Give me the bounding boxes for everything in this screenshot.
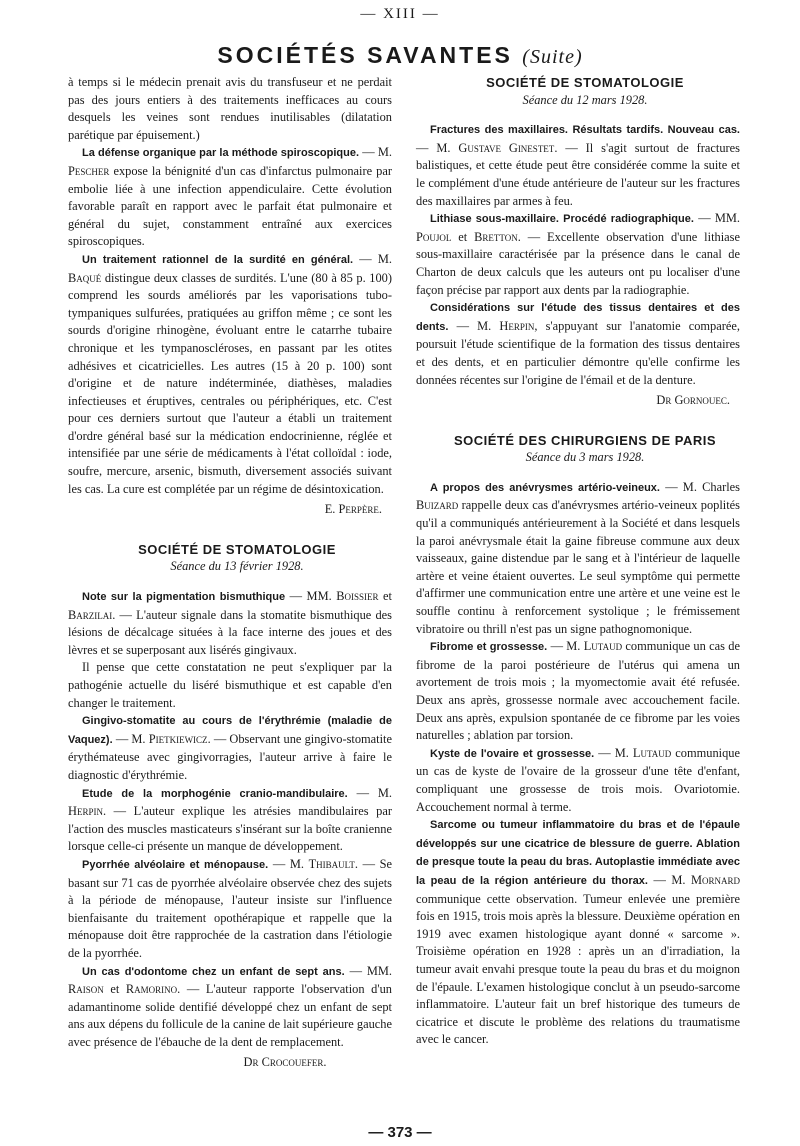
author-name: Lutaud xyxy=(583,639,623,654)
text-fragment: . — Se basant sur 71 cas de pyorrhée alvéolaire observée chez des sujets à la période de ménopause, l'auteur insiste sur l'influence bienfaisante du traitement opothérapique et rappelle que la ménopause doit être rapprochée de la castration dans l'étiologie de la pyorrhée. xyxy=(68,856,392,960)
running-title-text: SOCIÉTÉS SAVANTES xyxy=(217,42,513,68)
author-name: Mornard xyxy=(690,872,740,887)
article-heading: Sarcome ou tumeur inflammatoire du bras et de l'épaule développés sur une cicatrice de blessure de guerre. Ablation de presque toute la peau du bras. Autoplastie immédiate avec la peau de la région antérieure du thorax. xyxy=(416,819,740,887)
text-fragment: et xyxy=(110,982,120,997)
article-heading: Lithiase sous-maxillaire. Procédé radiographique. xyxy=(430,213,694,226)
paragraph: à temps si le médecin prenait avis du transfuseur et ne perdait pas des jours entiers à des traitements inefficaces au cours desquels les veines sont rendues inutilisables (dilatation parétique par épuisement.) xyxy=(68,75,392,142)
article-heading: La défense organique par la méthode spiroscopique. xyxy=(82,147,360,160)
author-name: Barzilai xyxy=(68,607,113,622)
paragraph xyxy=(68,963,392,1052)
author-name: Baqué xyxy=(68,270,102,285)
signature: Dr Gornouec. xyxy=(656,393,730,408)
session-date: Séance du 12 mars 1928. xyxy=(522,92,648,107)
text-fragment: — MM. xyxy=(349,963,392,978)
text-fragment: communique cette observation. Tumeur enlevée une première fois en 1915, trois mois après la blessure. Deuxième opération en 1919 avec examen histologique ayant donné « sarcome ». Troisième opération en 1928 : après un an d'irradiation, la tumeur avait envahi presque toute la peau du bras et du moignon de l'épaule. L'examen histologique conclut à un pseudo-sarcome inflammatoire. L'auteur fait un bref historique des tumeurs de cicatrice et discute le problème des relations du traumatisme avec le cancer. xyxy=(416,891,740,1047)
roman-page-number: — XIII — xyxy=(360,6,440,22)
article-heading: Etude de la morphogénie cranio-mandibulaire. xyxy=(82,787,348,800)
article-heading: Pyorrhée alvéolaire et ménopause. xyxy=(82,858,269,871)
text-fragment: — M. xyxy=(362,145,392,160)
paragraph xyxy=(68,785,392,856)
paragraph xyxy=(416,816,740,1049)
author-name: Thibault xyxy=(308,856,355,871)
signature: Dr Crocouefer. xyxy=(243,1055,327,1070)
paragraph xyxy=(68,856,392,963)
text-fragment: — M. xyxy=(359,251,392,266)
left-column xyxy=(68,74,392,1072)
article-heading: Note sur la pigmentation bismuthique xyxy=(82,591,286,604)
author-name: Boissier xyxy=(336,589,379,604)
author-name: Bretton xyxy=(474,229,518,244)
article-heading: Fractures des maxillaires. Résultats tardifs. Nouveau cas. xyxy=(430,124,740,137)
author-name: Lutaud xyxy=(632,745,672,760)
author-name: Herpin xyxy=(499,318,535,333)
text-fragment: . — L'auteur explique les atrésies mandibulaires par l'action des muscles masticateurs s'insérant sur la boîte cranienne lorsque celle-ci présente un manque de développement. xyxy=(68,804,392,854)
text-fragment: — M. xyxy=(653,872,686,887)
author-name: Pescher xyxy=(68,163,110,178)
session-date: Séance du 13 février 1928. xyxy=(170,559,304,574)
author-name: Herpin xyxy=(68,804,103,819)
right-column xyxy=(416,74,740,1049)
text-fragment: — MM. xyxy=(698,211,740,226)
text-fragment: . — Observant une gingivo-stomatite érythémateuse avec gingivorragies, l'auteur arrive à faire le diagnostic d'érythrémie. xyxy=(68,731,392,782)
paragraph xyxy=(416,638,740,745)
article-heading: Kyste de l'ovaire et grossesse. xyxy=(430,747,595,760)
text-fragment: . — L'auteur rapporte l'observation d'un adamantinome solide dentifié développé chez un enfant de sept ans aux dépens du follicule de la canine de lait supérieure gauche avec présence de l'ébauche de la dent de remplacement. xyxy=(68,982,392,1049)
author-name: Ramorino xyxy=(125,982,178,997)
text-fragment: distingue deux classes de surdités. L'une (80 à 85 p. 100) comprend les sourds améliorés par les vaporisations tubo-tympaniques sulfurées, pratiquées au griffon même ; ce sont les sourds d'origine rhinogène, évoluant entre le catarrhe tubaire chronique et les tympanoscléroses, en passant par les otites adhésives et cicatricielles. Les autres (15 à 20 p. 100) sont d'origine et de nature indéterminée, diathèses, maladies infectieuses et éruptives, centrales ou périphériques, etc. C'est pour ces derniers surtout que l'auteur a établi un traitement d'ordre général basé sur la médication endocrinienne, réglée et intensifiée par une série de médicaments à l'état colloïdal : iode, soufre, mercure, arsenic, bismuth, diversement associés suivant les cas. La cure est complétée par un régime de désintoxication. xyxy=(68,270,392,496)
society-title: SOCIÉTÉ DES CHIRURGIENS DE PARIS xyxy=(453,432,717,448)
text-fragment: . — Il s'agit surtout de fractures balistiques, et cette étude peut être considérée comme la suite et le complément d'une étude antérieure de l'auteur sur les fractures des maxillaires par armes à feu. xyxy=(416,140,740,208)
article-heading: Fibrome et grossesse. xyxy=(430,641,548,654)
signature: E. Perpère. xyxy=(324,502,382,517)
article-heading: Un cas d'odontome chez un enfant de sept ans. xyxy=(82,965,345,978)
paragraph xyxy=(68,712,392,784)
page-number: — 373 — xyxy=(368,1124,432,1141)
text-fragment: . — Excellente observation d'une lithiase sous-maxillaire caractérisée par la présence dans le canal de Charton de deux calculs que les auteurs ont pu localiser d'une façon précise par rapport aux dents par la radiographie. xyxy=(416,229,740,297)
text-fragment: , s'appuyant sur l'anatomie comparée, poursuit l'étude scientifique de la formation des tissus dentaires et des dents, et en particulier démontre qu'elle confirme les données récentes sur l'origine de l'émail et de la denture. xyxy=(416,318,740,387)
text-fragment: communique un cas de fibrome de la paroi postérieure de l'utérus qui amena un avortement de trois mois ; la myomectomie avait été refusée. Deux ans après, grossesse normale avec accouchement facile. Deux ans après, expulsion spontanée de ce fibrome par les voies naturelles ; ablation par torsion. xyxy=(416,639,740,743)
paragraph xyxy=(416,299,740,389)
text-fragment: — M. xyxy=(456,318,492,333)
author-name: Pietkiewicz xyxy=(148,731,208,746)
running-title-suite: (Suite) xyxy=(522,46,583,68)
text-fragment: — M. xyxy=(598,745,629,760)
society-title: SOCIÉTÉ DE STOMATOLOGIE xyxy=(486,75,684,90)
text-fragment: — M. xyxy=(550,639,581,654)
running-title xyxy=(0,44,800,67)
text-fragment: — M. xyxy=(115,731,146,746)
text-fragment: — MM. xyxy=(289,589,332,604)
text-fragment: rappelle deux cas d'anévrysmes artério-veineux poplités qu'il a communiqués antérieurement à la Société et dans lesquels la paroi anévrysmale était la gaine fibreuse commune aux deux vaisseaux, gaine distendue par le sang et à l'intérieur de laquelle artère et veine étaient ouvertes. Le seul symptôme qui permette d'affirmer une communication entre une artère et une veine est le souffle continu à renforcement systolique ; le frémissement vibratoire ou thrill n'est pas un signe pathognomonique. xyxy=(416,498,740,636)
paragraph xyxy=(68,588,392,659)
text-fragment: et xyxy=(458,229,468,244)
paragraph xyxy=(68,251,392,498)
text-fragment: communique un cas de kyste de l'ovaire de la grosseur d'une tête d'enfant, compliquant une grossesse de trois mois. Ovariotomie. Accouchement normal à terme. xyxy=(416,745,740,814)
author-name: Raison xyxy=(68,982,104,997)
paragraph xyxy=(416,745,740,816)
paragraph xyxy=(68,144,392,251)
society-title: SOCIÉTÉ DE STOMATOLOGIE xyxy=(138,541,336,557)
article-heading: Gingivo-stomatite au cours de l'érythrémie (maladie de Vaquez). xyxy=(68,715,392,746)
text-fragment: — M. Charles xyxy=(665,479,740,494)
text-fragment: — M. xyxy=(416,140,451,155)
paragraph xyxy=(416,210,740,299)
paragraph: Il pense que cette constatation ne peut s'expliquer par la pathogénie actuelle du liséré bismuthique et est capable d'en changer le traitement. xyxy=(68,660,392,710)
session-date: Séance du 3 mars 1928. xyxy=(525,450,645,465)
article-heading: A propos des anévrysmes artério-veineux. xyxy=(430,481,660,494)
author-name: Buizard xyxy=(416,498,459,513)
article-heading: Un traitement rationnel de la surdité en général. xyxy=(82,253,354,266)
text-fragment: et xyxy=(383,589,392,604)
text-fragment: — M. xyxy=(272,856,304,871)
text-fragment: — M. xyxy=(356,785,392,800)
author-name: Poujol xyxy=(416,229,452,244)
paragraph xyxy=(416,479,740,638)
author-name: Gustave Ginestet xyxy=(458,140,555,155)
paragraph xyxy=(416,121,740,210)
text-fragment: expose la bénignité d'un cas d'infarctus pulmonaire par embolie liée à une infection appendiculaire. Cette évolution favorable paraît en rapport avec le parfait état pulmonaire et général du sujet, constamment entraîné aux exercices spiroscopiques. xyxy=(68,163,392,249)
article-heading: Considérations sur l'étude des tissus dentaires et des dents. xyxy=(416,302,740,333)
text-fragment: . — L'auteur signale dans la stomatite bismuthique des lésions de décalcage situées à la face interne des joues et des lèvres et se superposant aux lisérés gingivaux. xyxy=(68,607,392,657)
